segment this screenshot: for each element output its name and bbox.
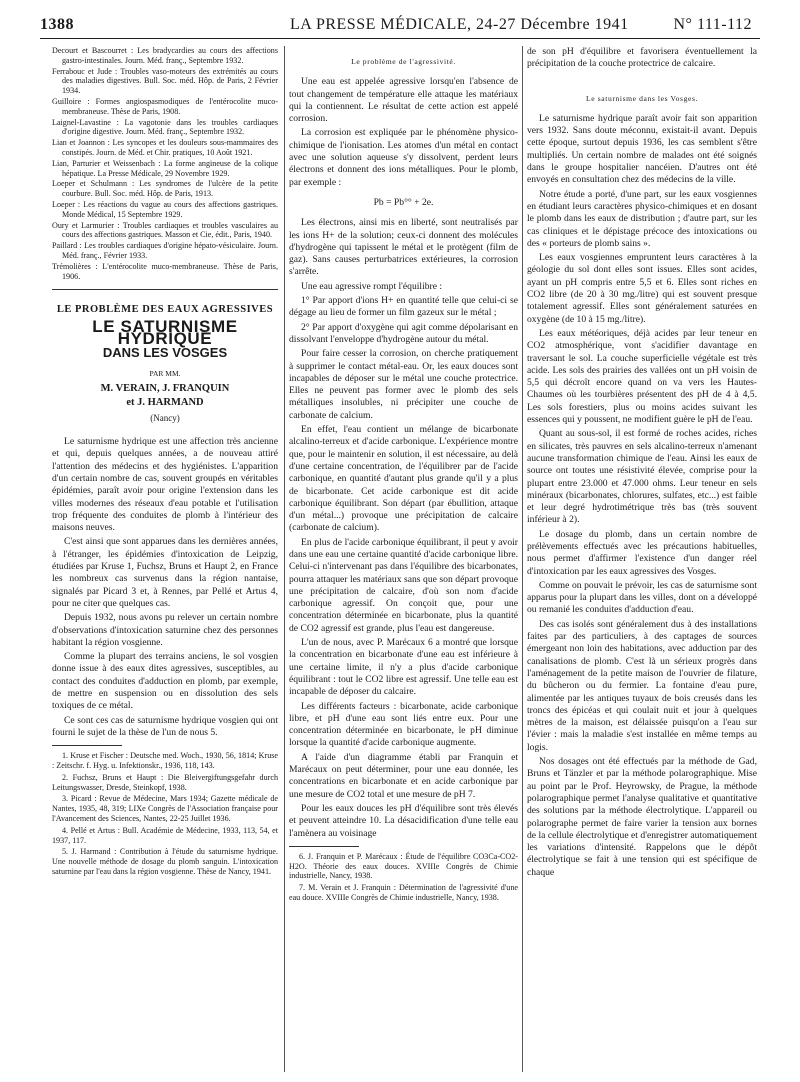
body-paragraph: En plus de l'acide carbonique équilibrant, il peut y avoir dans une eau une certaine quantité d'acide carbonique libre. Celui-ci n'intervenant pas dans l'équilibre des bicarbonates, pourra attaquer les matériaux sans que son départ provoque une précipitation de calcaire, d'où son nom d'acide carbonique agressif. On conçoit que, pour une concentration déterminée en bicarbonate, plus la quantité de CO2 agressif est grande, plus l'eau est dangereuse.	[289, 536, 518, 634]
equation: Pb = Pb°° + 2e.	[373, 196, 434, 208]
column-3	[527, 46, 757, 1068]
footnote-divider	[289, 846, 359, 847]
bibliography-entry: Trémolières : L'entérocolite muco-membraneuse. Thèse de Paris, 1906.	[52, 261, 278, 281]
author-location: (Nancy)	[150, 412, 180, 423]
footnote: 5. J. Harmand : Contribution à l'étude du saturnisme hydrique. Une nouvelle méthode de dosage du plomb sanguin. L'intoxication saturnine par l'eau dans la région vosgienne. Thèse de Nancy, 1941.	[52, 847, 278, 876]
article-title: LE SATURNISME HYDRIQUE	[92, 316, 238, 348]
page-header	[40, 12, 760, 39]
body-paragraph: Le saturnisme hydrique est une affection très ancienne et qui, depuis quelques années, a de nouveau attiré l'attention des médecins et des hygiénistes. L'apparition d'un certain nombre de cas, souvent groupés en véritables épidémies, paraît avoir pour origine l'extension dans les villes modernes des réseaux d'eau potable et l'utilisation trop fréquente des conduites de plomb à l'intérieur des maisons neuves.	[52, 436, 278, 534]
body-paragraph: L'un de nous, avec P. Marécaux 6 a montré que lorsque la concentration en bicarbonate d'une eau est inférieure à une certaine limite, il n'y a plus d'acide carbonique équilibrant : tout le CO2 libre est agressif. Une telle eau est incapable de déposer du calcaire.	[289, 637, 518, 698]
column-rule-2	[522, 46, 523, 1072]
body-paragraph: Le dosage du plomb, dans un certain nombre de prélèvements effectués avec les précautions habituelles, nous permet d'affirmer l'existence d'un danger réel d'intoxication par les eaux agressives des Vosges.	[527, 528, 757, 577]
issue-number: N° 111-112	[673, 16, 752, 33]
body-paragraph: Les différents facteurs : bicarbonate, acide carbonique libre, et pH d'une eau sont liés entre eux. Pour une concentration déterminée en bicarbonate, le pH diminue lorsque la quantité d'acide carbonique augmente.	[289, 700, 518, 749]
page-number: 1388	[40, 16, 74, 33]
body-paragraph: Comme la plupart des terrains anciens, le sol vosgien donne issue à des eaux dites agressives, susceptibles, au contact des conduites d'adduction en plomb, par exemple, de mettre en suspension ou en dissolution des sels toxiques de ce métal.	[52, 651, 278, 712]
authors-line-2: et J. HARMAND	[126, 396, 204, 408]
bibliography-entry: Loeper et Schulmann : Les syndromes de l'ulcère de la petite courbure. Bull. Soc. méd. Hôp. de Paris, 1913.	[52, 179, 278, 199]
footnote: 1. Kruse et Fischer : Deutsche med. Woch., 1930, 56, 1814; Kruse : Zeitschr. f. Hyg. u. Infektionskr., 1936, 118, 143.	[52, 751, 278, 771]
section-divider	[52, 289, 278, 290]
column-2	[289, 46, 518, 1068]
bibliography-entry: Oury et Larmurier : Troubles cardiaques et troubles vasculaires au cours des affections gastriques. Masson et Cie, édit., Paris, 1940.	[52, 220, 278, 240]
body-paragraph: Pour faire cesser la corrosion, on cherche pratiquement à supprimer le contact métal-eau. Or, les eaux douces sont incapables de déposer sur le métal une couche protectrice. Elles ne peuvent pas former avec le plomb des sels métalliques insolubles, ni précipiter une couche de carbonate de calcium.	[289, 348, 518, 421]
body-paragraph: Comme on pouvait le prévoir, les cas de saturnisme sont apparus pour la plupart dans les villes, dont on a développé ou remanié les conduites d'adduction d'eau.	[527, 579, 757, 616]
body-paragraph: Notre étude a porté, d'une part, sur les eaux vosgiennes en étudiant leurs caractères physico-chimiques et en dosant le plomb dans les eaux de distribution ; d'autre part, sur les cas cliniques et le dépistage précoce des intoxications ou des « porteurs de plomb sains ».	[527, 188, 757, 249]
footnote: 7. M. Verain et J. Franquin : Détermination de l'agressivité d'une eau douce. XVIIIe Congrès de Chimie industrielle, Nancy, 1938.	[289, 883, 518, 902]
body-paragraph: Une eau est appelée agressive lorsqu'en l'absence de tout changement de température elle attaque les matériaux qui la contiennent. Le résultat de cette action est appelé corrosion.	[289, 76, 518, 125]
body-paragraph: Les eaux météoriques, déjà acides par leur teneur en CO2 atmosphérique, vont s'acidifier davantage en traversant le sol. La couche superficielle végétale est très acide. Les sols des prairies des vallées ont un pH voisin de 5,5 qui décroît encore quand on va vers les Hautes-Chaumes où les tourbières présentent des pH de 4 à 4,5. Les sols forestiers, plus ou moins acides suivant les essences qui y poussent, ne modifient guère le pH de l'eau.	[527, 327, 757, 426]
bibliography-entry: Guilloire : Formes angiospasmodiques de l'entérocolite muco-membraneuse. Thèse de Paris, 1908.	[52, 96, 278, 116]
body-paragraph: de son pH d'équilibre et favorisera éventuellement la précipitation de la couche protectrice de calcaire.	[527, 46, 757, 70]
column-rule-1	[284, 46, 285, 1072]
body-paragraph: 1° Par apport d'ions H+ en quantité telle que celui-ci se dégage au lieu de former un film gazeux sur le métal ;	[289, 295, 518, 319]
footnote: 6. J. Franquin et P. Marécaux : Étude de l'équilibre CO3Ca-CO2-H2O. Théorie des eaux douces. XVIIIe Congrès de Chimie industrielle, Nancy, 1938.	[289, 851, 518, 881]
body-paragraph: En effet, l'eau contient un mélange de bicarbonate alcalino-terreux et d'acide carbonique. L'expérience montre que, pour le maintenir en solution, il est nécessaire, au delà d'une certaine concentration, de l'équilibrer par de l'acide carbonique, en quantité d'autant plus grande qu'il y a plus de bicarbonate. Cet acide carbonique est dit acide carbonique équilibrant. Son départ (par ébullition, attaque d'un métal...) provoque une précipitation de calcaire (carbonate de calcium).	[289, 424, 518, 534]
footnote-divider	[52, 745, 122, 746]
bibliography-entry: Lian, Parturier et Weissenbach : La forme angineuse de la colique hépatique. La Presse Médicale, 29 Novembre 1929.	[52, 158, 278, 178]
body-paragraph: Depuis 1932, nous avons pu relever un certain nombre d'observations d'intoxication saturnine chez des personnes habitant la région vosgienne.	[52, 612, 278, 648]
bibliography-list	[52, 46, 278, 281]
bibliography-entry: Lian et Joannon : Les syncopes et les douleurs sous-mammaires des constipés. Journ. de Méd. et Chir. pratiques, 10 Août 1921.	[52, 138, 278, 157]
body-paragraph: 2° Par apport d'oxygène qui agit comme dépolarisant en dissolvant l'enveloppe d'hydrogène autour du métal.	[289, 321, 518, 345]
body-paragraph: Le saturnisme hydrique paraît avoir fait son apparition vers 1932. Sans doute méconnu, existait-il avant. Depuis cette époque, surtout depuis 1936, les cas semblent s'être multipliés. Un certain nombre de malades ont été soignés dans le groupe hospitalier nancéien. D'autres ont été envoyés en consultation chez des médecins de la ville.	[527, 112, 757, 186]
body-paragraph: A l'aide d'un diagramme établi par Franquin et Marécaux on peut déterminer, pour une eau donnée, les concentrations en bicarbonate et en acide carbonique par une mesure de CO2 total et une mesure de pH 7.	[289, 751, 518, 800]
body-paragraph: Ce sont ces cas de saturnisme hydrique vosgien qui ont fourni le sujet de la thèse de l'un de nous 5.	[52, 714, 278, 738]
bibliography-entry: Paillard : Les troubles cardiaques d'origine hépato-vésiculaire. Journ. Méd. franç., Février 1933.	[52, 241, 278, 260]
byline-par: PAR MM.	[149, 368, 181, 378]
body-paragraph: Des cas isolés sont généralement dus à des installations faites par des particuliers, à des captages de sources émergeant non loin des habitations, avec adduction par des canalisations de plomb. C'est là un sérieux progrès dans l'aménagement de la petite maison de l'ouvrier de filature, du bûcheron ou du fermier. La fontaine d'eau pure, alimentée par les antiques tuyaux de bois creusés dans les troncs des épicéas et qui coulait nuit et jour à quelques mètres de la maison, est délaissée puisqu'on a l'eau sur l'évier : mais la maladie s'est installée en même temps au logis.	[527, 618, 757, 753]
body-paragraph: Quant au sous-sol, il est formé de roches acides, riches en silicates, très pauvres en sels alcalino-terreux n'amenant aucune transformation chimique de l'eau. Ainsi les eaux de source ont toutes une résistivité élevée, comprise pour la plupart entre 23.000 et 47.000 ohms. Leur teneur en sels minéraux (bicarbonates, chlorures, sulfates, etc...) est faible et leur degré hydrotimétrique très bas (très souvent inférieur à 2).	[527, 428, 757, 526]
section-heading: Le saturnisme dans les Vosges.	[586, 93, 698, 103]
journal-title: LA PRESSE MÉDICALE, 24-27 Décembre 1941	[290, 16, 629, 33]
body-paragraph: Les électrons, ainsi mis en liberté, sont neutralisés par les ions H+ de la solution; ceux-ci donnent des molécules d'hydrogène qui tapissent le métal et le protègent (film de gaz). Sans causes perturbatrices extérieures, la corrosion s'arrête.	[289, 217, 518, 278]
body-paragraph: Pour les eaux douces les pH d'équilibre sont très élevés et peuvent atteindre 10. La désacidification d'une telle eau l'amènera au voisinage	[289, 802, 518, 839]
section-heading: Le problème de l'agressivité.	[351, 57, 456, 66]
column-1	[52, 46, 278, 1068]
article-subtitle: DANS LES VOSGES	[102, 345, 228, 361]
footnote: 3. Picard : Revue de Médecine, Mars 1934; Gazette médicale de Nantes, 1935, 48, 319; LIXe Congrès de l'Association française pour l'Avancement des Sciences, Nantes, 22-25 Juillet 1936.	[52, 794, 278, 824]
body-paragraph: Une eau agressive rompt l'équilibre :	[301, 280, 443, 292]
authors-line-1: M. VERAIN, J. FRANQUIN	[100, 382, 230, 394]
body-paragraph: C'est ainsi que sont apparues dans les dernières années, à l'étranger, les épidémies d'intoxication de Leipzig, étudiées par Kruse 1, Fuchsz, Bruns et Haupt 2, en France les nombreux cas survenus dans la région nantaise, signalés par Picard 3 et, à Rennes, par Pellé et Artus 4, pour ne citer que quelques cas.	[52, 536, 278, 609]
bibliography-entry: Laignel-Lavastine : La vagotonie dans les troubles cardiaques d'origine digestive. Journ. Méd. franç., Septembre 1932.	[52, 117, 278, 137]
body-paragraph: La corrosion est expliquée par le phénomène physico-chimique de l'ionisation. Les atomes d'un métal en contact avec une solution aqueuse s'y dissolvent, perdent leurs électrons et donnent des ions métalliques. Pour le plomb, par exemple :	[289, 127, 518, 188]
bibliography-entry: Decourt et Bascourret : Les bradycardies au cours des affections gastro-intestinales. Journ. Méd. franç., Septembre 1932.	[52, 46, 278, 65]
body-paragraph: Nos dosages ont été effectués par la méthode de Gad, Bruns et Tänzler et par la méthode polarographique. Mise au point par le Prof. Heyrowsky, de Prague, la méthode polarographique permet l'analyse qualitative et quantitative des solutions par la méthode électrolytique. L'appareil ou polarographe permet de faire varier la tension aux bornes de la cellule électrolytique et d'enregistrer automatiquement les variations d'intensité. Rappelons que le dépôt électrolytique se fait à une tension qui est spécifique de chaque	[527, 756, 757, 878]
bibliography-entry: Ferrabouc et Jude : Troubles vaso-moteurs des extrémités au cours des maladies digestives. Bull. Soc. méd. Hôp. de Paris, 2 Février 1934.	[52, 66, 278, 96]
footnote: 2. Fuchsz, Bruns et Haupt : Die Bleivergiftungsgefahr durch Leitungswasser, Dresde, Steinkopf, 1938.	[52, 772, 278, 792]
article-kicker: LE PROBLÈME DES EAUX AGRESSIVES	[56, 304, 274, 316]
bibliography-entry: Loeper : Les réactions du vague au cours des affections gastriques. Monde Médical, 15 Septembre 1929.	[52, 199, 278, 219]
body-paragraph: Les eaux vosgiennes empruntent leurs caractères à la géologie du sol dont elles sont issues. Elles sont acides, ayant un pH compris entre 5,5 et 6. Elles sont riches en CO2 libre (de 20 à 30 mg./litre) qui est souvent presque totalement agressif. Elles sont généralement saturées en oxygène (de 10 à 15 mg./litre).	[527, 252, 757, 325]
footnote: 4. Pellé et Artus : Bull. Académie de Médecine, 1933, 113, 54, et 1937, 117.	[52, 825, 278, 845]
